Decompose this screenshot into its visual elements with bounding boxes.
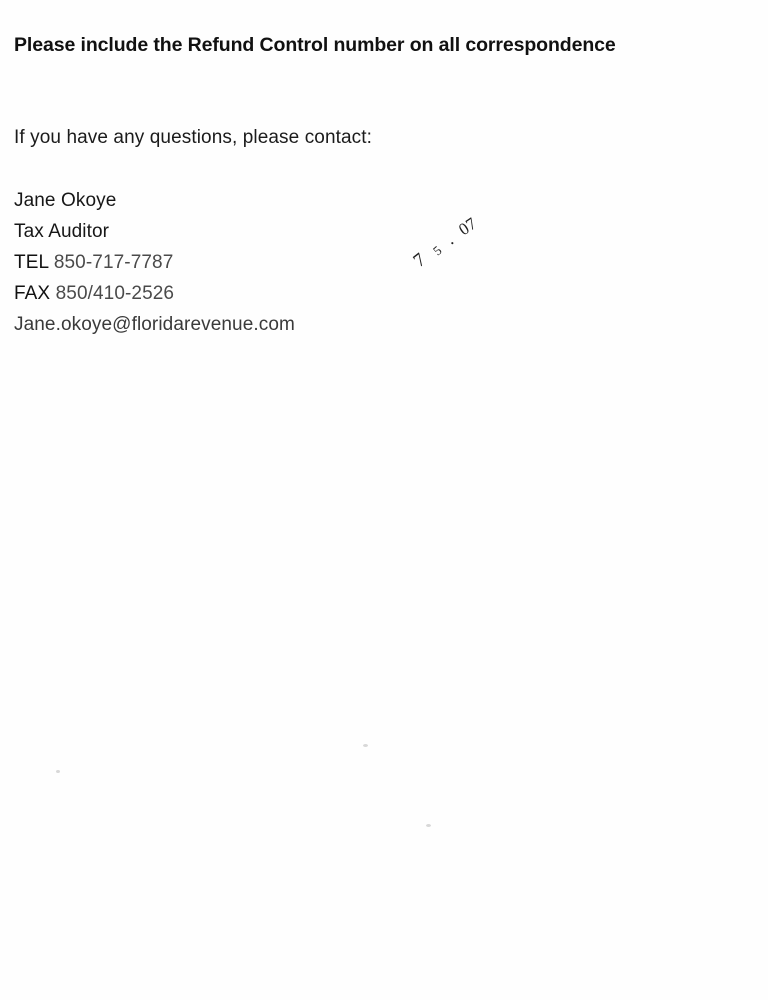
handwritten-glyph-3: . (441, 229, 457, 249)
telephone-value: 850-717-7787 (53, 252, 174, 273)
contact-name: Jane Okoye (14, 190, 117, 211)
fax-label: FAX (14, 283, 51, 304)
scan-speckle (426, 824, 431, 827)
handwritten-glyph-1: 7 (409, 249, 430, 272)
refund-control-notice: Please include the Refund Control number on all correspondence (14, 34, 616, 56)
scan-speckle (363, 744, 368, 747)
fax-value: 850/410-2526 (55, 283, 175, 304)
contact-telephone-line (14, 252, 173, 274)
scan-speckle (56, 770, 60, 773)
telephone-label: TEL (14, 252, 49, 273)
handwritten-glyph-2: 5 (429, 242, 445, 259)
contact-intro-text: If you have any questions, please contact: (14, 127, 373, 148)
contact-fax-line (14, 283, 174, 305)
contact-title: Tax Auditor (14, 221, 110, 242)
handwritten-glyph-4: 07 (455, 213, 480, 240)
contact-email: Jane.okoye@floridarevenue.com (14, 314, 295, 335)
handwritten-annotation (409, 213, 489, 288)
